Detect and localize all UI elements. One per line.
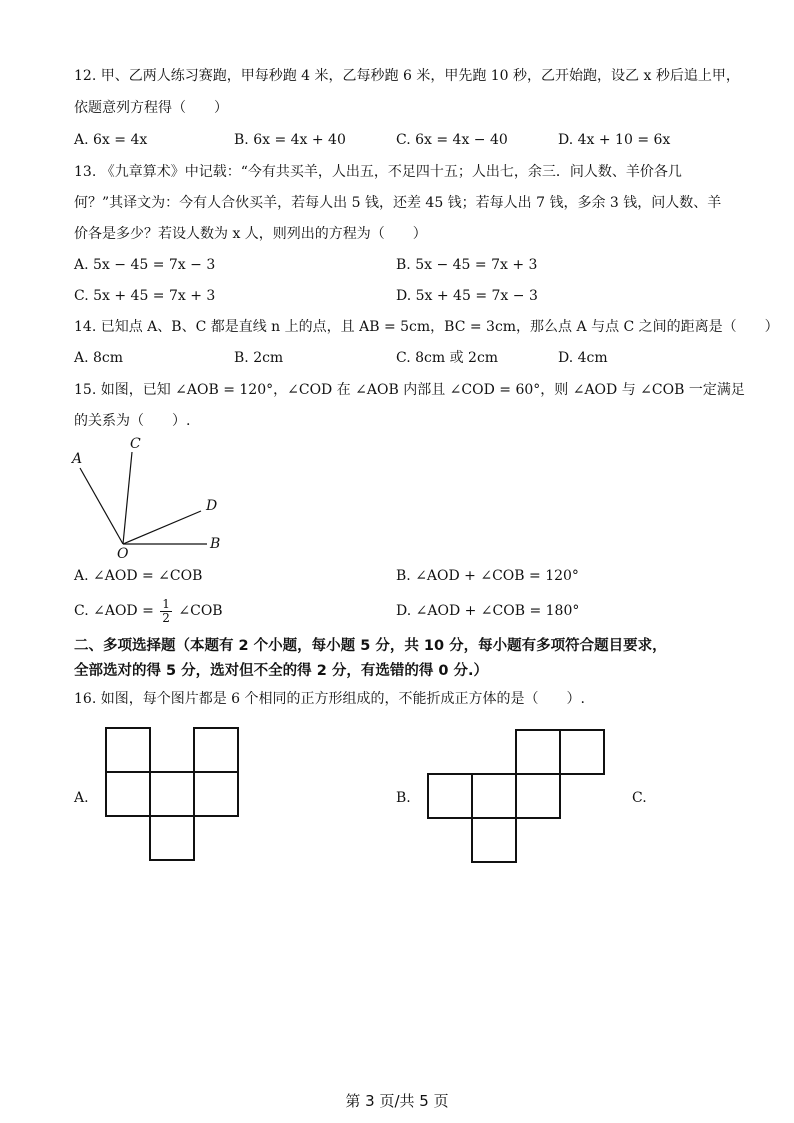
q15-option-a: A. ∠AOD = ∠COB <box>74 568 203 584</box>
q16-label-b: B. <box>396 790 411 806</box>
q15-line1: 15. 如图，已知 ∠AOB = 120°，∠COD 在 ∠AOB 内部且 ∠COD = 60°，则 ∠AOD 与 ∠COB 一定满足 <box>74 382 745 398</box>
q15-option-c-suffix: ∠COB <box>178 603 223 619</box>
section2-heading-line2: 全部选对的得 5 分，选对但不全的得 2 分，有选错的得 0 分.） <box>74 663 489 679</box>
q14-option-d: D. 4cm <box>558 350 608 366</box>
q12-option-b: B. 6x = 4x + 40 <box>234 132 346 148</box>
ray-oc <box>123 452 132 544</box>
q15-option-c-fraction <box>160 598 172 625</box>
ray-od <box>123 511 201 544</box>
fraction-denominator: 2 <box>162 610 170 625</box>
q15-option-d: D. ∠AOD + ∠COB = 180° <box>396 603 580 619</box>
q15-option-b: B. ∠AOD + ∠COB = 120° <box>396 568 579 584</box>
q13-line1: 13. 《九章算术》中记载：“今有共买羊，人出五，不足四十五；人出七，余三．问人数、羊价各几 <box>74 164 682 180</box>
q12-line1: 12. 甲、乙两人练习赛跑，甲每秒跑 4 米，乙每秒跑 6 米，甲先跑 10 秒，乙开始跑，设乙 x 秒后追上甲， <box>74 68 740 84</box>
page-footer: 第 3 页/共 5 页 <box>345 1092 449 1110</box>
q13-option-a: A. 5x − 45 = 7x − 3 <box>74 257 216 273</box>
fraction-numerator: 1 <box>162 596 170 611</box>
angle-figure <box>60 432 240 562</box>
q13-option-c: C. 5x + 45 = 7x + 3 <box>74 288 216 304</box>
q14-option-b: B. 2cm <box>234 350 284 366</box>
q12-line2: 依题意列方程得（ ） <box>74 100 228 116</box>
q15-line2: 的关系为（ ）. <box>74 413 191 429</box>
label-b: B <box>210 536 221 552</box>
label-c: C <box>130 436 141 452</box>
q16-label-a: A. <box>74 790 89 806</box>
label-o: O <box>117 546 129 562</box>
q15-option-c-prefix: C. ∠AOD = <box>74 603 154 619</box>
label-a: A <box>72 451 83 467</box>
q15-option-c <box>74 596 223 626</box>
q14-option-a: A. 8cm <box>74 350 124 366</box>
q13-line3: 价各是多少？若设人数为 x 人，则列出的方程为（ ） <box>74 226 427 242</box>
label-d: D <box>206 498 218 514</box>
q14-line1: 14. 已知点 A、B、C 都是直线 n 上的点，且 AB = 5cm，BC = 3cm，那么点 A 与点 C 之间的距离是（ ） <box>74 319 779 335</box>
section2-heading-line1: 二、多项选择题（本题有 2 个小题，每小题 5 分，共 10 分，每小题有多项符合题目要求， <box>74 638 667 654</box>
q12-option-a: A. 6x = 4x <box>74 132 148 148</box>
q16-line1: 16. 如图，每个图片都是 6 个相同的正方形组成的，不能折成正方体的是（ ）. <box>74 691 585 707</box>
net-figure-b <box>422 725 610 867</box>
q12-option-d: D. 4x + 10 = 6x <box>558 132 671 148</box>
ray-oa <box>80 468 123 544</box>
q13-line2: 何？”其译文为：今有人合伙买羊，若每人出 5 钱，还差 45 钱；若每人出 7 钱，多余 3 钱，问人数、羊 <box>74 195 722 211</box>
net-figure-a <box>100 722 244 864</box>
q12-option-c: C. 6x = 4x − 40 <box>396 132 508 148</box>
q13-option-d: D. 5x + 45 = 7x − 3 <box>396 288 538 304</box>
q14-option-c: C. 8cm 或 2cm <box>396 350 499 366</box>
q13-option-b: B. 5x − 45 = 7x + 3 <box>396 257 538 273</box>
q16-label-c: C. <box>632 790 647 806</box>
